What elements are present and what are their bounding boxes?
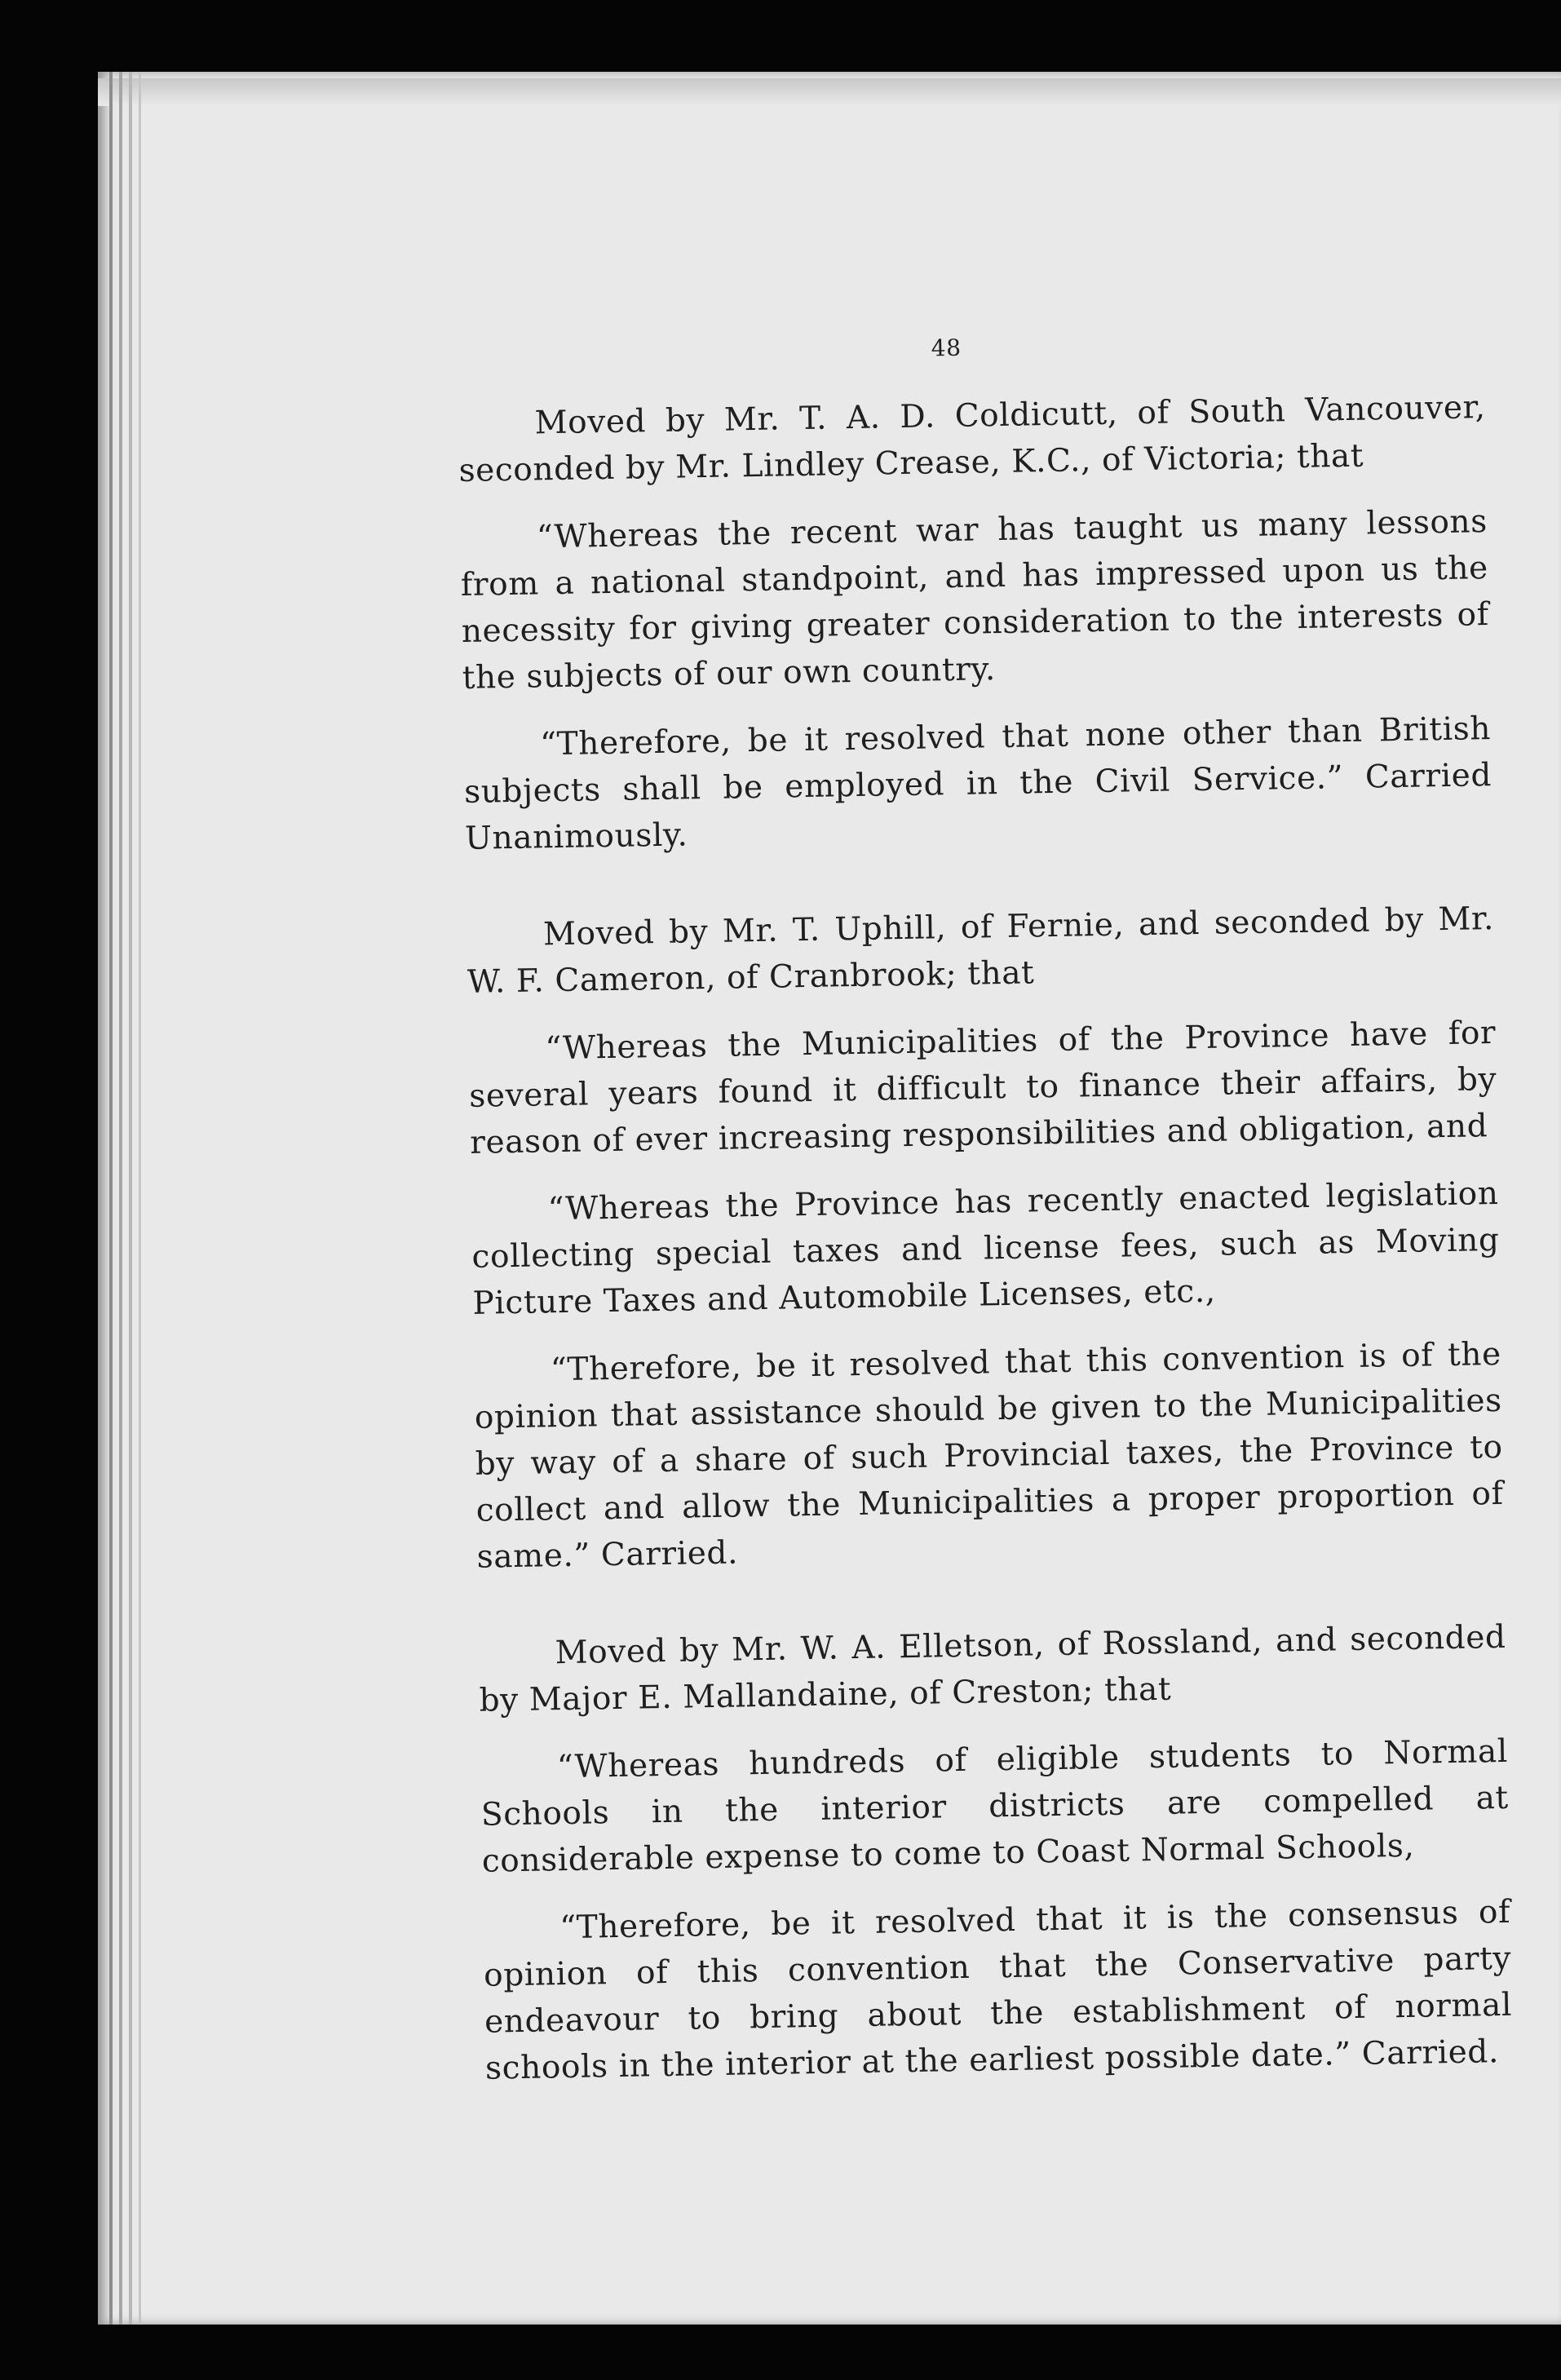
- page-number: 48: [931, 334, 962, 362]
- motion-1-intro-paragraph: Moved by Mr. T. A. D. Coldicutt, of South Vancouver, seconded by Mr. Lindley Crease, K.C., of Victoria; that: [458, 389, 1486, 489]
- motion-2-whereas-1-paragraph: “Whereas the Municipalities of the Province have for several years found it difficult to finance their affairs, by reason of ever increasing responsibilities and obligation, and: [468, 1014, 1497, 1161]
- page-stack-edge: [119, 72, 122, 2325]
- motion-1-whereas-paragraph: “Whereas the recent war has taught us many lessons from a national standpoint, and has impressed upon us the necessity for giving greater consideration to the interests of the subjects of our own country.: [460, 503, 1490, 697]
- motion-1-therefore-paragraph: “Therefore, be it resolved that none other than British subjects shall be employed in the Civil Service.” Carried Unanimously.: [463, 710, 1492, 857]
- motion-2-intro-paragraph: Moved by Mr. T. Uphill, of Fernie, and seconded by Mr. W. F. Cameron, of Cranbrook; that: [467, 900, 1495, 1001]
- motion-3-whereas-paragraph: “Whereas hundreds of eligible students to Normal Schools in the interior districts are compelled at considerable expense to come to Coast Normal Schools,: [480, 1732, 1510, 1880]
- page-stack-edge: [109, 72, 113, 2325]
- motion-3-intro-paragraph: Moved by Mr. W. A. Elletson, of Rossland, and seconded by Major E. Mallandaine, of Creston; that: [479, 1618, 1506, 1719]
- motion-3-therefore-paragraph: “Therefore, be it resolved that it is the consensus of opinion of this convention that the Conservative party endeavour to bring about the establishment of normal schools in the interior at the earliest possible date.” Carried.: [483, 1893, 1513, 2087]
- page-text-block: [457, 325, 1513, 2092]
- page-stack-edge: [129, 72, 132, 2325]
- motion-2-therefore-paragraph: “Therefore, be it resolved that this convention is of the opinion that assistance should be given to the Municipalities by way of a share of such Provincial taxes, the Province to collect and allow the Municipalities a proper proportion of same.” Carried.: [474, 1335, 1504, 1576]
- page-top-edge: [98, 78, 1561, 106]
- motion-2-whereas-2-paragraph: “Whereas the Province has recently enacted legislation collecting special taxes and license fees, such as Moving Picture Taxes and Automobile Licenses, etc.,: [471, 1175, 1500, 1322]
- page-stack-edge: [139, 72, 141, 2325]
